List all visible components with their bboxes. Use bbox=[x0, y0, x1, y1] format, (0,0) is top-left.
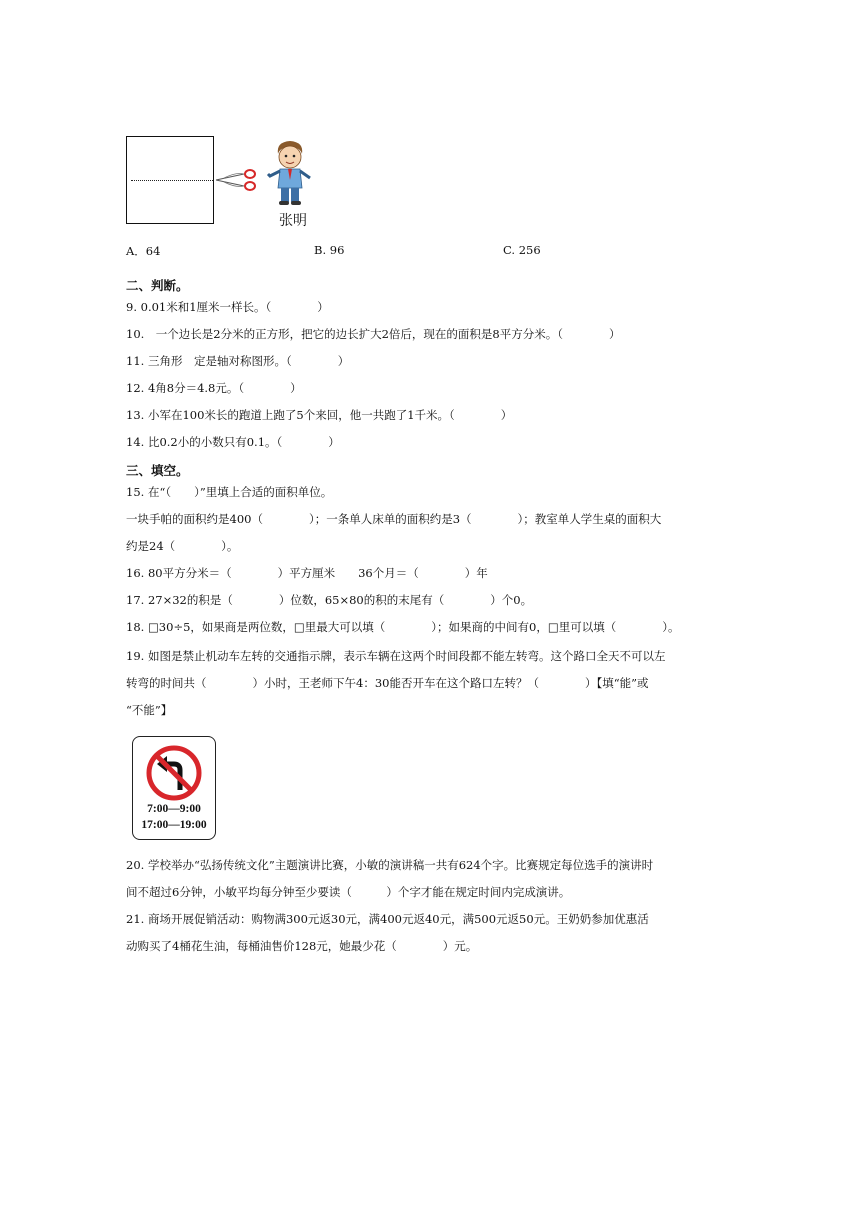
question-10: 10. 一个边长是2分米的正方形，把它的边长扩大2倍后，现在的面积是8平方分米。（ ） bbox=[126, 327, 621, 341]
question-16: 16. 80平方分米＝（ ）平方厘米 36个月＝（ ）年 bbox=[126, 566, 488, 580]
question-15-line-2: 一块手帕的面积约是400（ ）；一条单人床单的面积约是3（ ）；教室单人学生桌的面积大 bbox=[126, 512, 662, 526]
sign-time-1: 7:00—9:00 bbox=[147, 803, 201, 815]
question-15: 15. 在“（ ）”里填上合适的面积单位。 bbox=[126, 485, 333, 499]
question-21-line-2: 动购买了4桶花生油，每桶油售价128元，她最少花（ ）元。 bbox=[126, 939, 478, 953]
question-17: 17. 27×32的积是（ ）位数，65×80的积的末尾有（ ）个0。 bbox=[126, 593, 533, 607]
question-19-line-2: 转弯的时间共（ ）小时，王老师下午4：30能否开车在这个路口左转？（ ）【填“能”或 bbox=[126, 676, 649, 690]
scissors-icon bbox=[214, 166, 260, 194]
question-19-line-3: “不能”】 bbox=[126, 703, 173, 717]
question-12: 12. 4角8分＝4.8元。（ ） bbox=[126, 381, 302, 395]
person-name-label: 张明 bbox=[279, 213, 307, 229]
no-left-turn-sign bbox=[132, 736, 216, 840]
option-a: A．64 bbox=[126, 244, 161, 258]
question-11: 11. 三角形 定是轴对称图形。（ ） bbox=[126, 354, 350, 368]
question-14: 14. 比0.2小的小数只有0.1。（ ） bbox=[126, 435, 340, 449]
question-18: 18. □30÷5，如果商是两位数，□里最大可以填（ ）；如果商的中间有0，□里可以填（ ）。 bbox=[126, 620, 680, 634]
cut-dotted-line bbox=[131, 180, 213, 181]
question-15-line-3: 约是24（ ）。 bbox=[126, 539, 239, 553]
question-9: 9. 0.01米和1厘米一样长。（ ） bbox=[126, 300, 329, 314]
boy-illustration-icon bbox=[266, 138, 314, 208]
question-21: 21. 商场开展促销活动：购物满300元返30元，满400元返40元，满500元返50元。王奶奶参加优惠活 bbox=[126, 912, 649, 926]
question-20-line-2: 间不超过6分钟，小敏平均每分钟至少要读（ ）个字才能在规定时间内完成演讲。 bbox=[126, 885, 571, 899]
question-13: 13. 小军在100米长的跑道上跑了5个来回，他一共跑了1千米。（ ） bbox=[126, 408, 513, 422]
sign-time-2: 17:00—19:00 bbox=[141, 819, 207, 831]
option-b: B. 96 bbox=[314, 243, 345, 257]
no-left-turn-icon bbox=[145, 744, 203, 802]
question-20: 20. 学校举办“弘扬传统文化”主题演讲比赛，小敏的演讲稿一共有624个字。比赛规定每位选手的演讲时 bbox=[126, 858, 654, 872]
option-c: C. 256 bbox=[503, 243, 541, 257]
question-19: 19. 如图是禁止机动车左转的交通指示牌，表示车辆在这两个时间段都不能左转弯。这个路口全天不可以左 bbox=[126, 649, 666, 663]
section-3-title: 三、填空。 bbox=[126, 463, 189, 478]
section-2-title: 二、判断。 bbox=[126, 278, 189, 293]
